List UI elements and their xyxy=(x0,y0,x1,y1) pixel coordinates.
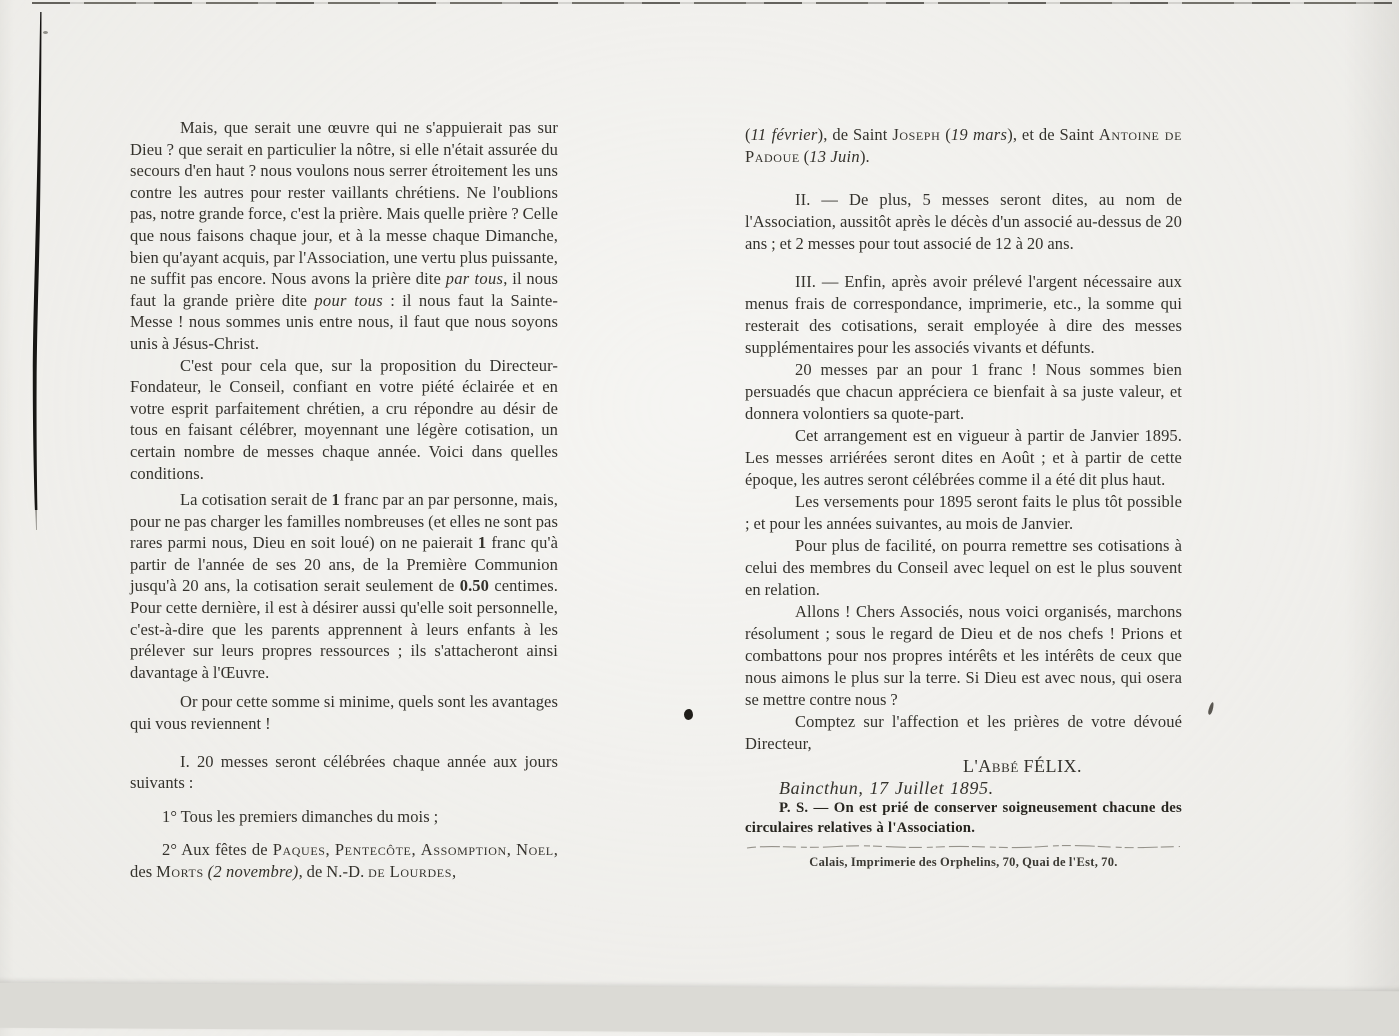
left-paragraph-1: Mais, que serait une œuvre qui ne s'appuierait pas sur Dieu ? que serait en particulier la nôtre, si elle n'était assurée du secours d'en haut ? nous voulons nous serrer étroitement les uns contre les autres pour rester vaillants chrétiens. Ne l'oublions pas, notre grande force, c'est la prière. Mais quelle prière ? Celle que nous faisons chaque jour, et à la messe chaque Dimanche, bien qu'ayant acquis, par l'Association, une vertu plus puissante, ne suffit pas encore. Nous avons la prière dite par tous, il nous faut la grande prière dite pour tous : il nous faut la Sainte-Messe ! nous sommes unis entre nous, il faut que nous soyons unis à Jésus-Christ. xyxy=(130,118,558,353)
page-top-edge xyxy=(32,2,1392,4)
right-page-text-column xyxy=(745,124,1182,873)
left-page-text-column xyxy=(130,117,558,883)
left-paragraph-3: La cotisation serait de 1 franc par an par personne, mais, pour ne pas charger les familles nombreuses (et elles ne sont pas rares parmi nous, Dieu en soit loué) on ne paierait 1 franc qu'à partir de l'année de ses 20 ans, de la Première Communion jusqu'à 20 ans, la cotisation serait seulement de 0.50 centimes. Pour cette dernière, il est à désirer aussi qu'elle soit personnelle, c'est-à-dire que les parents apprennent à leurs enfants à les prélever sur leurs propres ressources ; ils s'attacheront ainsi davantage à l'Œuvre. xyxy=(130,490,559,682)
right-paragraph-9: Comptez sur l'affection et les prières de votre dévoué Directeur, xyxy=(745,712,1182,753)
ink-speck xyxy=(43,31,48,34)
left-paragraph-4: Or pour cette somme si minime, quels sont les avantages qui vous reviennent ! xyxy=(130,692,558,734)
right-paragraph-6: Les versements pour 1895 seront faits le plus tôt possible ; et pour les années suivantes, au mois de Janvier. xyxy=(745,492,1182,533)
ink-speck xyxy=(684,709,693,720)
right-paragraph-4: 20 messes par an pour 1 franc ! Nous sommes bien persuadés que chacun appréciera ce bienfait à sa juste valeur, et donnera volontiers sa quote-part. xyxy=(745,360,1182,423)
advantages-item-II: II. — De plus, 5 messes seront dites, au nom de l'Association, aussitôt après le décès d'un associé au-dessus de 20 ans ; et 2 messes pour tout associé de 12 à 20 ans. xyxy=(745,190,1182,253)
advantages-item-I: I. 20 messes seront célébrées chaque année aux jours suivants : xyxy=(130,751,558,793)
dateline: Baincthun, 17 Juillet 1895. xyxy=(779,778,994,798)
signature-line: L'Abbé FÉLIX. xyxy=(962,756,1083,776)
printer-imprint: Calais, Imprimerie des Orphelins, 70, Quai de l'Est, 70. xyxy=(809,855,1118,869)
left-paragraph-2: C'est pour cela que, sur la proposition du Directeur-Fondateur, le Conseil, confiant en votre piété éclairée et en votre esprit parfaitement chrétien, a cru répondre au désir de tous en faisant célébrer, moyennant une légère cotisation, un certain nombre de messes chaque année. Voici dans quelles conditions. xyxy=(130,355,558,483)
bottom-page-edge xyxy=(0,983,1399,1036)
right-paragraph-7: Pour plus de facilité, on pourra remettre ses cotisations à celui des membres du Conseil avec lequel on est le plus souvent en relation. xyxy=(745,536,1182,599)
ink-speck xyxy=(1207,702,1214,716)
ordinal-item-2: 2° Aux fêtes de Paques, Pentecôte, Assomption, Noel, des Morts (2 novembre), de N.-D. de Lourdes, xyxy=(130,840,558,881)
ordinal-item-1: 1° Tous les premiers dimanches du mois ; xyxy=(162,806,439,826)
right-paragraph-8: Allons ! Chers Associés, nous voici organisés, marchons résolument ; sous le regard de Dieu et de nos chefs ! Prions et combattons pour nos propres intérêts et les intérêts de ceux que nous aimons le plus sur la terre. Si Dieu est avec nous, qui osera se mettre contre nous ? xyxy=(745,602,1182,709)
right-paragraph-continuation: (11 février), de Saint Joseph (19 mars), et de Saint Antoine de Padoue (13 Juin). xyxy=(745,125,1183,166)
book-spine-shadow xyxy=(0,0,60,540)
right-paragraph-5: Cet arrangement est en vigueur à partir de Janvier 1895. Les messes arriérées seront dites en Août ; et à partir de cette époque, les autres seront célébrées comme il a été dit plus haut. xyxy=(745,426,1182,489)
imprint-separator-squiggle xyxy=(745,842,1182,851)
advantages-item-III: III. — Enfin, après avoir prélevé l'argent nécessaire aux menus frais de correspondance, imprimerie, etc., la somme qui resterait des cotisations, serait employée à dire des messes supplémentaires pour les associés vivants et défunts. xyxy=(745,272,1182,357)
postscript: P. S. — On est prié de conserver soigneusement chacune des circulaires relatives à l'Association. xyxy=(745,800,1182,836)
